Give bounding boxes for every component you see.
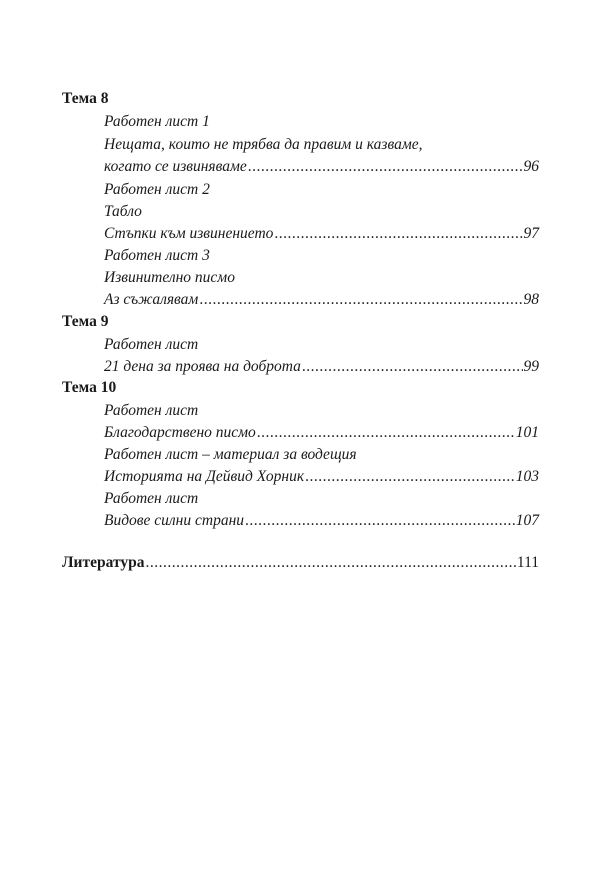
toc-entry-title: Видове силни страни: [104, 512, 245, 529]
toc-entry-title: Благодарствено писмо: [104, 424, 256, 441]
dot-leader: [245, 511, 515, 531]
theme-8-heading: Тема 8: [62, 90, 109, 107]
theme-9-heading: Тема 9: [62, 313, 109, 330]
toc-entry-title: когато се извиняваме: [104, 158, 247, 175]
toc-entry-title: 21 дена за проява на доброта: [104, 358, 301, 375]
toc-entry-page: 99: [523, 358, 539, 375]
toc-entry-title: Аз съжалявам: [104, 291, 199, 308]
dot-leader: [305, 467, 515, 487]
theme-8-sheet-1-title-line-1: Нещата, които не трябва да правим и казваме,: [104, 136, 423, 153]
theme-10-sheet-2-label: Работен лист – материал за водещия: [104, 446, 357, 463]
dot-leader: [302, 357, 523, 377]
toc-entry-theme-8-sheet-2: [104, 224, 539, 244]
toc-entry-references: [62, 553, 539, 573]
toc-entry-theme-10-sheet-3: [104, 511, 539, 531]
dot-leader: [257, 423, 515, 443]
toc-entry-theme-10-sheet-2: [104, 467, 539, 487]
toc-entry-theme-8-sheet-1: [104, 157, 539, 177]
dot-leader: [145, 553, 515, 573]
theme-9-sheet-label: Работен лист: [104, 336, 199, 353]
dot-leader: [274, 224, 522, 244]
toc-entry-page: 96: [523, 158, 539, 175]
toc-entry-page: 101: [515, 424, 539, 441]
theme-8-sheet-3-label: Работен лист 3: [104, 247, 210, 264]
toc-entry-page: 107: [515, 512, 539, 529]
theme-10-sheet-3-label: Работен лист: [104, 490, 199, 507]
theme-8-sheet-1-label: Работен лист 1: [104, 113, 210, 130]
toc-entry-page: 98: [523, 291, 539, 308]
theme-10-heading: Тема 10: [62, 379, 117, 396]
toc-entry-theme-8-sheet-3: [104, 290, 539, 310]
theme-8-sheet-3-subtitle: Извинително писмо: [104, 269, 235, 286]
dot-leader: [199, 290, 522, 310]
toc-entry-title: Стъпки към извинението: [104, 225, 274, 242]
toc-entry-theme-10-sheet-1: [104, 423, 539, 443]
theme-10-sheet-1-label: Работен лист: [104, 402, 199, 419]
theme-8-sheet-2-label: Работен лист 2: [104, 181, 210, 198]
references-heading: Литература: [62, 554, 145, 571]
toc-entry-page: 103: [515, 468, 539, 485]
toc-entry-page: 111: [516, 554, 539, 571]
toc-entry-theme-9-sheet: [104, 357, 539, 377]
toc-entry-page: 97: [523, 225, 539, 242]
toc-entry-title: Историята на Дейвид Хорник: [104, 468, 305, 485]
dot-leader: [248, 157, 523, 177]
theme-8-sheet-2-subtitle: Табло: [104, 203, 142, 220]
